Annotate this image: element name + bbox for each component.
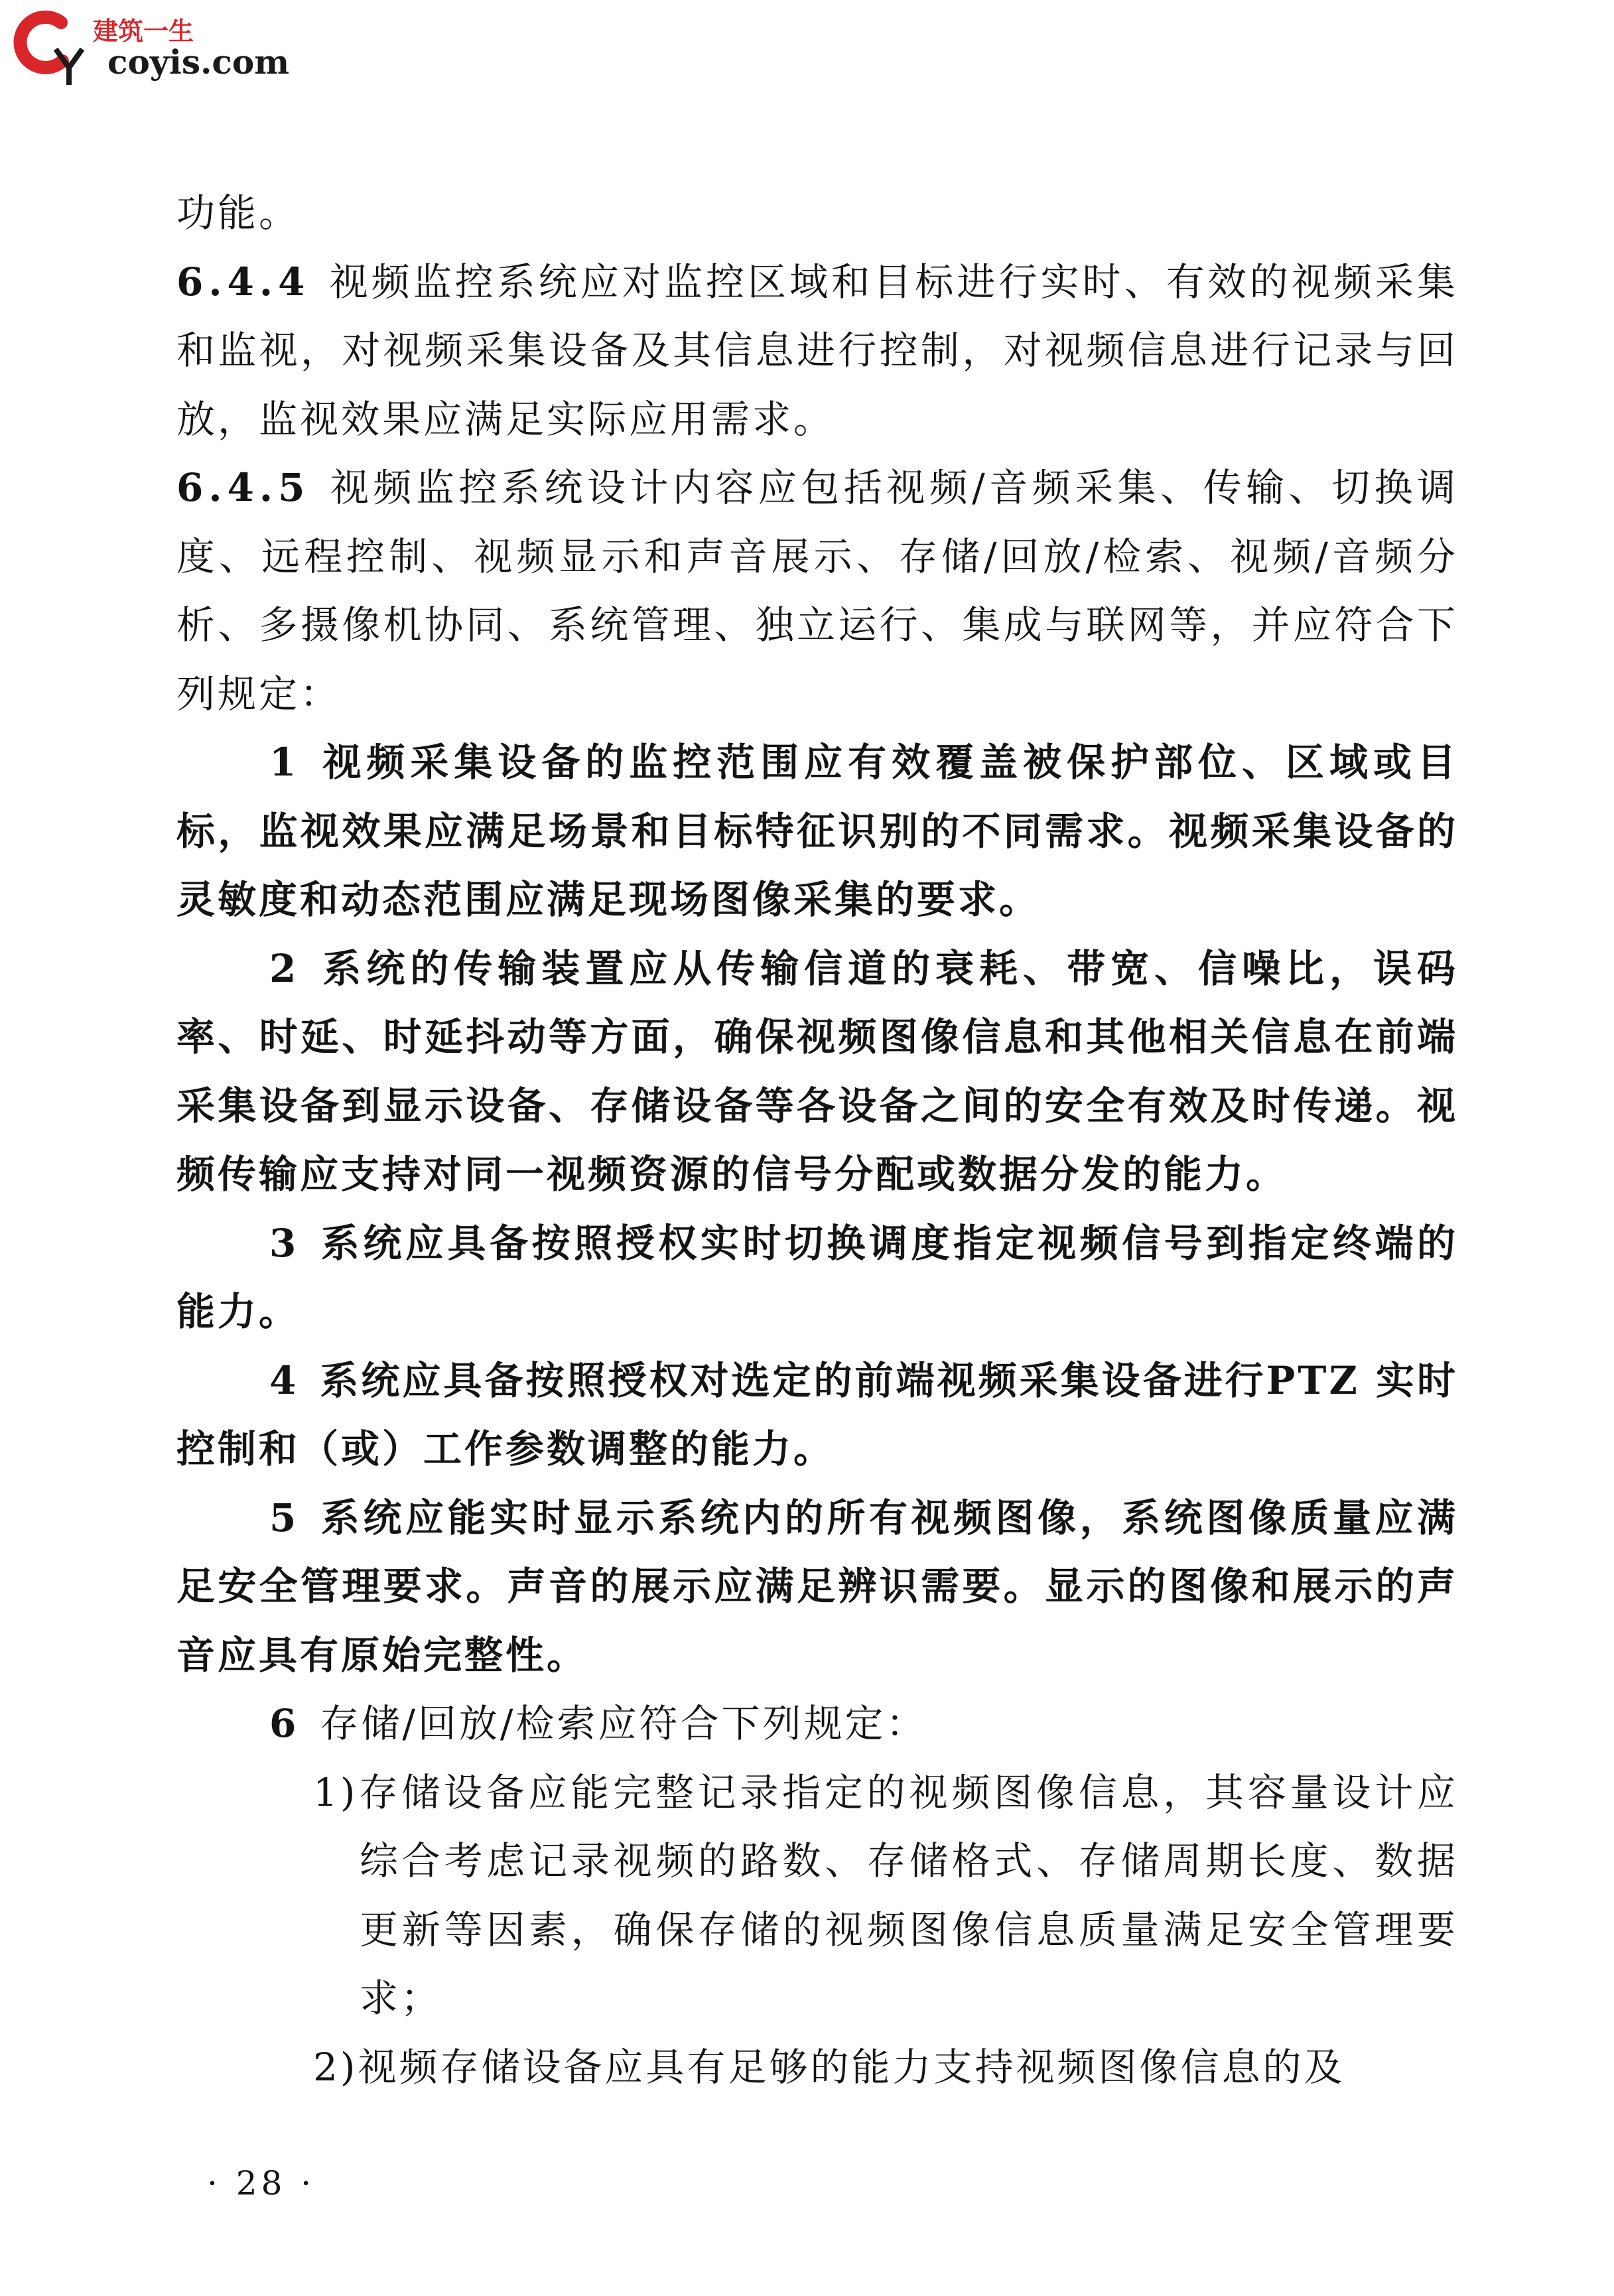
item-number: 3 [269,1220,302,1266]
list-item-4 [176,1347,1458,1484]
item-number: 6 [269,1701,302,1746]
site-name: 建筑一生 [93,17,194,46]
sub-item-1 [313,1759,1458,2033]
item-number: 2 [269,945,302,991]
list-item-3 [176,1209,1458,1347]
list-item-5 [176,1484,1458,1690]
sub-item-number: 2) [313,2044,358,2090]
item-text: 系统应能实时显示系统内的所有视频图像，系统图像质量应满足安全管理要求。声音的展示应满足辨识需要。显示的图像和展示的声音应具有原始完整性。 [176,1495,1458,1678]
item-number: 4 [269,1357,302,1403]
list-item-1 [176,728,1458,935]
item-text: 存储/回放/检索应符合下列规定： [320,1701,927,1746]
cy-logo-icon [9,8,96,88]
item-number: 1 [269,740,302,785]
continuation-line: 功能。 [176,190,301,236]
clause-text: 视频监控系统设计内容应包括视频/音频采集、传输、切换调度、远程控制、视频显示和声音展示、存储/回放/检索、视频/音频分析、多摄像机协同、系统管理、独立运行、集成与联网等，并应符合下列规定： [176,465,1458,716]
site-logo [9,8,301,88]
clause-text: 视频监控系统应对监控区域和目标进行实时、有效的视频采集和监视，对视频采集设备及其信息进行控制，对视频信息进行记录与回放，监视效果应满足实际应用需求。 [176,259,1458,442]
sub-item-text: 存储设备应能完整记录指定的视频图像信息，其容量设计应综合考虑记录视频的路数、存储格式、存储周期长度、数据更新等因素，确保存储的视频图像信息质量满足安全管理要求； [358,1769,1458,2021]
clause-6-4-5 [176,454,1458,728]
item-text: 系统的传输装置应从传输信道的衰耗、带宽、信噪比，误码率、时延、时延抖动等方面，确保视频图像信息和其他相关信息在前端采集设备到显示设备、存储设备等各设备之间的安全有效及时传递。视频传输应支持对同一视频资源的信号分配或数据分发的能力。 [176,945,1458,1197]
list-item-6 [176,1690,1458,1759]
clause-number: 6.4.4 [176,259,310,304]
item-text: 视频采集设备的监控范围应有效覆盖被保护部位、区域或目标，监视效果应满足场景和目标特征识别的不同需求。视频采集设备的灵敏度和动态范围应满足现场图像采集的要求。 [176,740,1458,922]
item-text: 系统应具备按照授权实时切换调度指定视频信号到指定终端的能力。 [176,1220,1458,1334]
body-text [176,179,1458,2102]
sub-item-number: 1) [313,1769,358,1815]
site-url: coyis.com [107,42,290,82]
item-number: 5 [269,1495,302,1540]
list-item-2 [176,935,1458,1209]
clause-6-4-4 [176,248,1458,454]
page-number: · 28 · [207,2164,316,2202]
sub-item-2 [313,2033,1458,2102]
sub-item-text: 视频存储设备应具有足够的能力支持视频图像信息的及 [358,2044,1345,2090]
clause-number: 6.4.5 [176,465,310,510]
item-text: 系统应具备按照授权对选定的前端视频采集设备进行PTZ 实时控制和（或）工作参数调整的能力。 [176,1357,1458,1471]
